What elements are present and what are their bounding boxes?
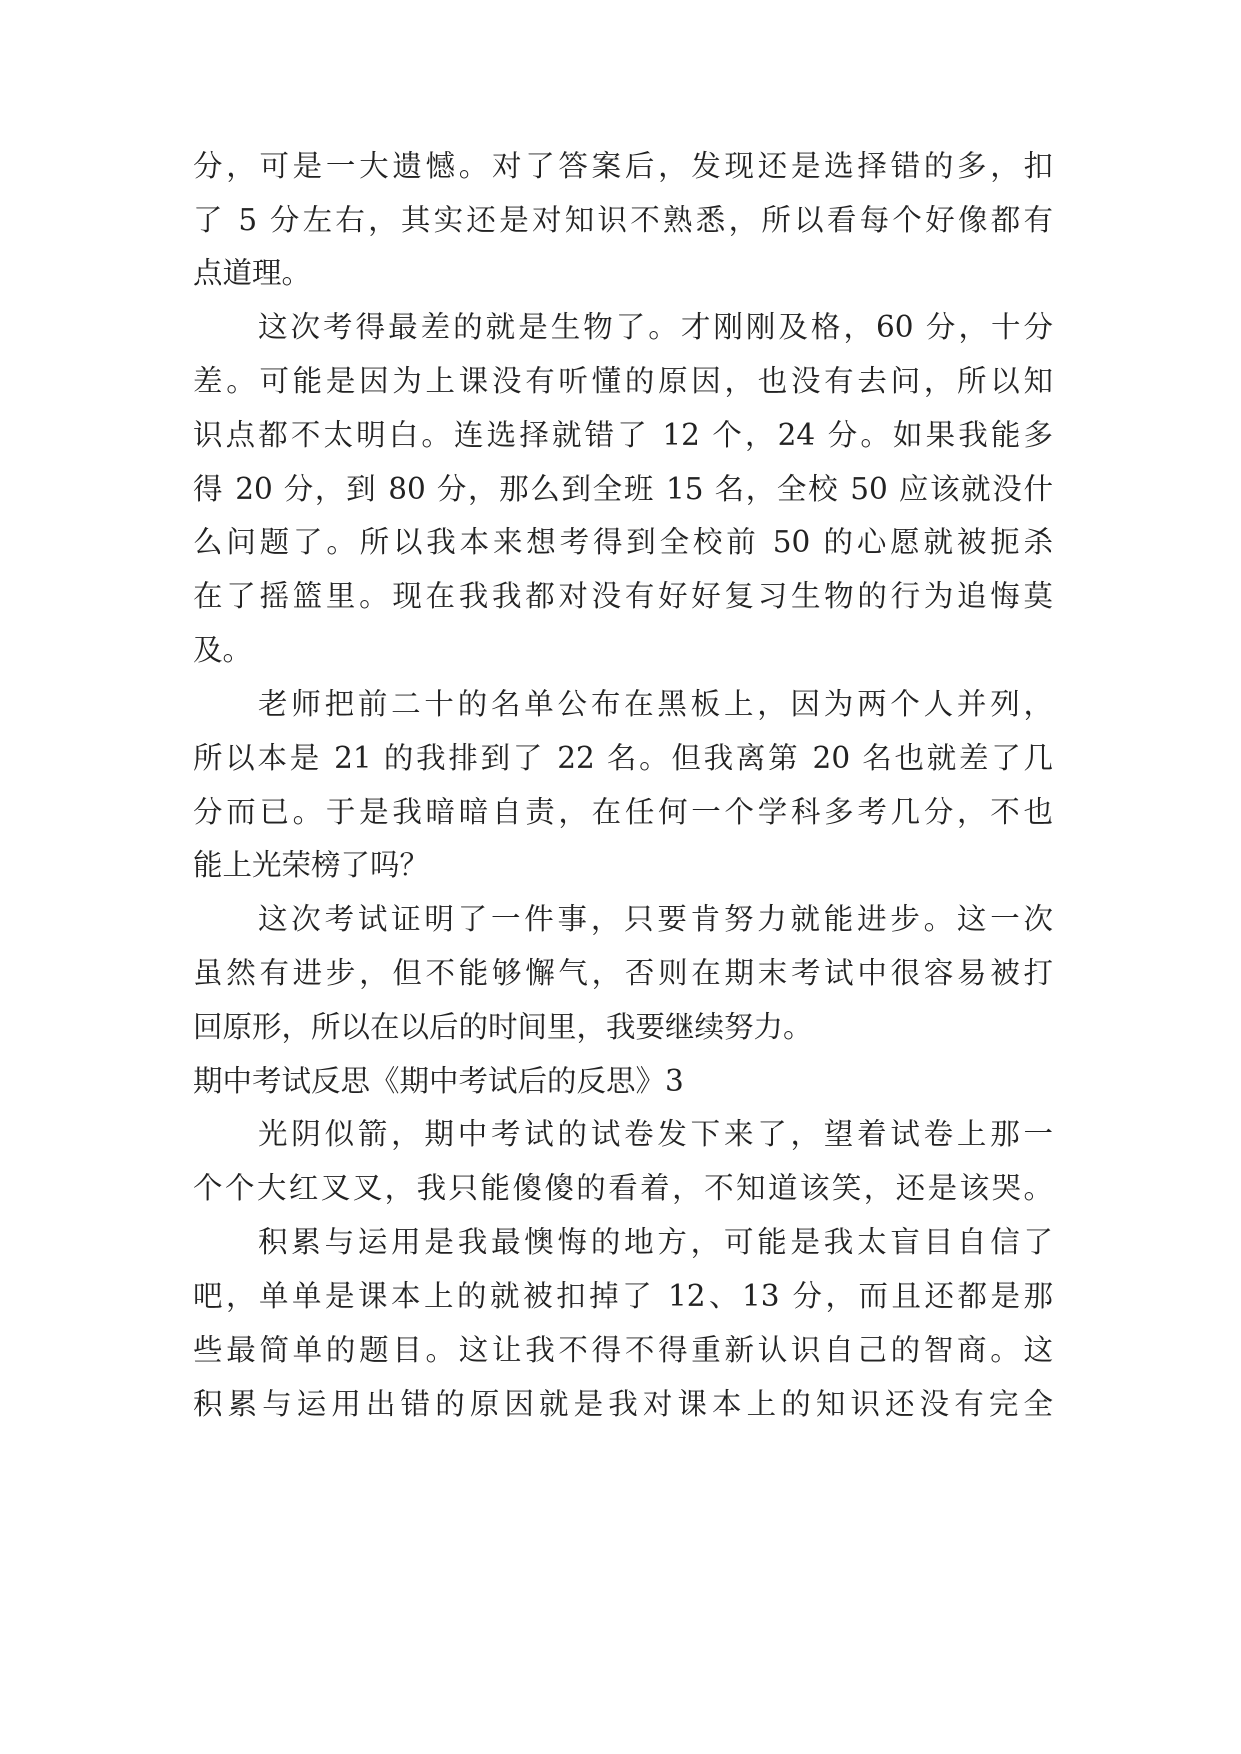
- text-line: 这次考试证明了一件事，只要肯努力就能进步。这一次: [258, 902, 1053, 936]
- text-line: 得 20 分，到 80 分，那么到全班 15 名，全校 50 应该就没什: [193, 472, 1053, 506]
- text-line: 了 5 分左右，其实还是对知识不熟悉，所以看每个好像都有: [193, 203, 1053, 237]
- section-heading: 期中考试反思《期中考试后的反思》3: [193, 1064, 684, 1098]
- text-line: 在了摇篮里。现在我我都对没有好好复习生物的行为追悔莫: [193, 579, 1053, 613]
- text-line: 个个大红叉叉，我只能傻傻的看着，不知道该笑，还是该哭。: [193, 1171, 1053, 1205]
- text-line: 些最简单的题目。这让我不得不得重新认识自己的智商。这: [193, 1333, 1053, 1367]
- text-line: 么问题了。所以我本来想考得到全校前 50 的心愿就被扼杀: [193, 525, 1053, 559]
- text-line: 吧，单单是课本上的就被扣掉了 12、13 分，而且还都是那: [193, 1279, 1053, 1313]
- text-line: 虽然有进步，但不能够懈气，否则在期末考试中很容易被打: [193, 956, 1053, 990]
- text-line: 点道理。: [193, 256, 312, 290]
- text-line: 差。可能是因为上课没有听懂的原因，也没有去问，所以知: [193, 364, 1053, 398]
- text-line: 光阴似箭，期中考试的试卷发下来了，望着试卷上那一: [258, 1117, 1053, 1151]
- text-line: 及。: [193, 633, 253, 667]
- text-line: 老师把前二十的名单公布在黑板上，因为两个人并列，: [258, 687, 1053, 721]
- text-line: 回原形，所以在以后的时间里，我要继续努力。: [193, 1010, 813, 1044]
- text-line: 这次考得最差的就是生物了。才刚刚及格，60 分，十分: [258, 310, 1053, 344]
- text-line: 所以本是 21 的我排到了 22 名。但我离第 20 名也就差了几: [193, 741, 1053, 775]
- text-line: 识点都不太明白。连选择就错了 12 个，24 分。如果我能多: [193, 418, 1053, 452]
- text-line: 积累与运用出错的原因就是我对课本上的知识还没有完全: [193, 1387, 1053, 1421]
- text-line: 分，可是一大遗憾。对了答案后，发现还是选择错的多，扣: [193, 149, 1053, 183]
- text-line: 能上光荣榜了吗？: [193, 848, 430, 882]
- text-line: 积累与运用是我最懊悔的地方，可能是我太盲目自信了: [258, 1225, 1053, 1259]
- text-line: 分而已。于是我暗暗自责，在任何一个学科多考几分，不也: [193, 795, 1053, 829]
